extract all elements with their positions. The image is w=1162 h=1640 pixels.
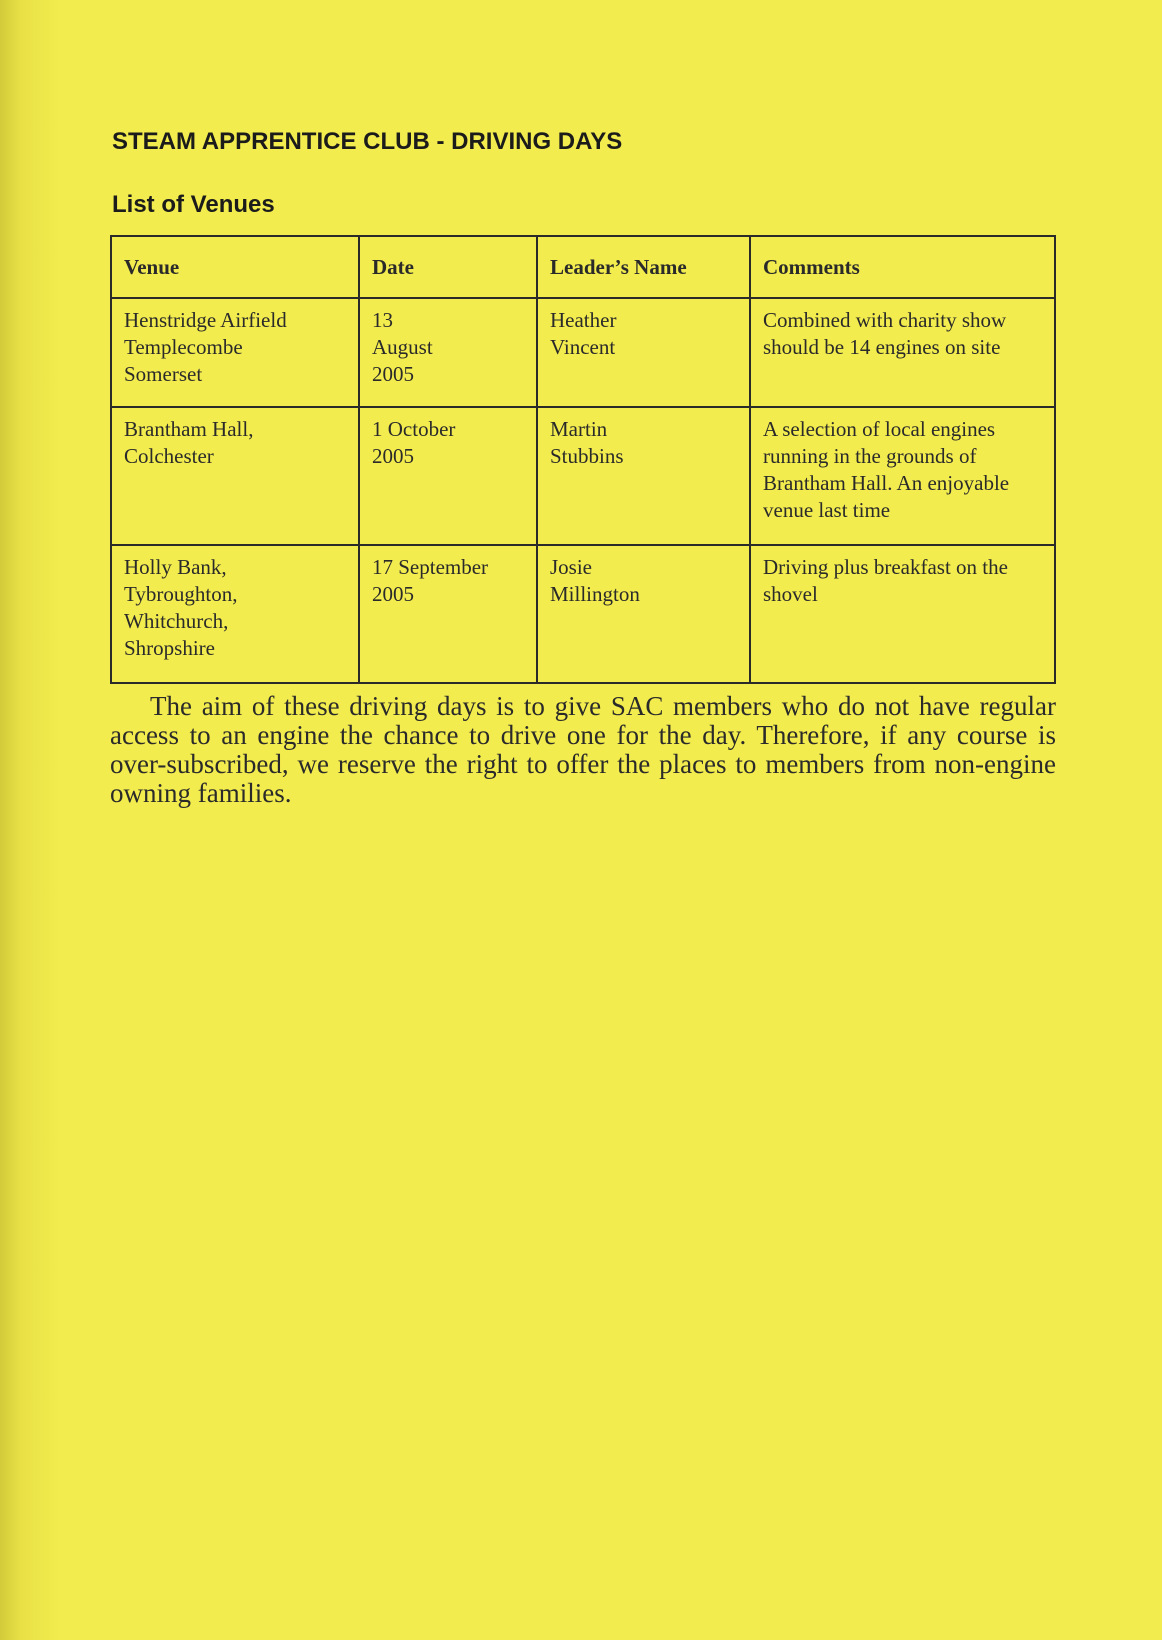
header-comments: Comments [750,236,1055,298]
table-row [111,298,1055,407]
date-cell [359,407,537,545]
header-venue: Venue [111,236,359,298]
date-cell [359,298,537,407]
leader-line: Stubbins [550,444,624,468]
venue-line: Templecombe [124,335,243,359]
date-cell [359,545,537,683]
date-line: 2005 [372,444,414,468]
leader-line: Josie [550,555,592,579]
venue-cell [111,407,359,545]
comments-line: Driving plus breakfast on the [763,555,1008,579]
comments-cell [750,407,1055,545]
comments-line: venue last time [763,498,891,522]
leader-line: Millington [550,582,640,606]
venue-line: Shropshire [124,636,215,660]
header-date: Date [359,236,537,298]
table-row [111,407,1055,545]
date-line: August [372,335,433,359]
venue-cell [111,298,359,407]
comments-cell [750,545,1055,683]
leader-cell [537,545,750,683]
date-line: 1 October [372,417,456,441]
date-line: 2005 [372,582,414,606]
comments-line: Combined with charity show [763,308,1007,332]
venue-cell [111,545,359,683]
comments-line: shovel [763,582,818,606]
comments-cell [750,298,1055,407]
venue-line: Tybroughton, [124,582,238,606]
date-line: 2005 [372,362,414,386]
comments-line: should be 14 engines on site [763,335,1001,359]
date-line: 13 [372,308,393,332]
leader-line: Vincent [550,335,616,359]
comments-line: A selection of local engines [763,417,996,441]
header-leader: Leader’s Name [537,236,750,298]
body-paragraph: The aim of these driving days is to give SAC members who do not have regular access to an engine the chance to drive one for the day. Therefore, if any course is over-subscribed, we reserve the right to offer the places to members from non-engine owning families. [110,691,1056,808]
venue-line: Brantham Hall, [124,417,254,441]
venue-line: Somerset [124,362,203,386]
venue-line: Holly Bank, [124,555,227,579]
page-title: STEAM APPRENTICE CLUB - DRIVING DAYS [112,128,623,155]
table-header-row [111,236,1055,298]
comments-line: Brantham Hall. An enjoyable [763,471,1010,495]
venue-line: Colchester [124,444,214,468]
venue-line: Whitchurch, [124,609,229,633]
table-row [111,545,1055,683]
comments-line: running in the grounds of [763,444,977,468]
venues-table [110,235,1056,684]
section-subtitle: List of Venues [112,191,275,218]
leader-cell [537,298,750,407]
venue-line: Henstridge Airfield [124,308,287,332]
leader-line: Heather [550,308,617,332]
date-line: 17 September [372,555,489,579]
leader-cell [537,407,750,545]
leader-line: Martin [550,417,608,441]
